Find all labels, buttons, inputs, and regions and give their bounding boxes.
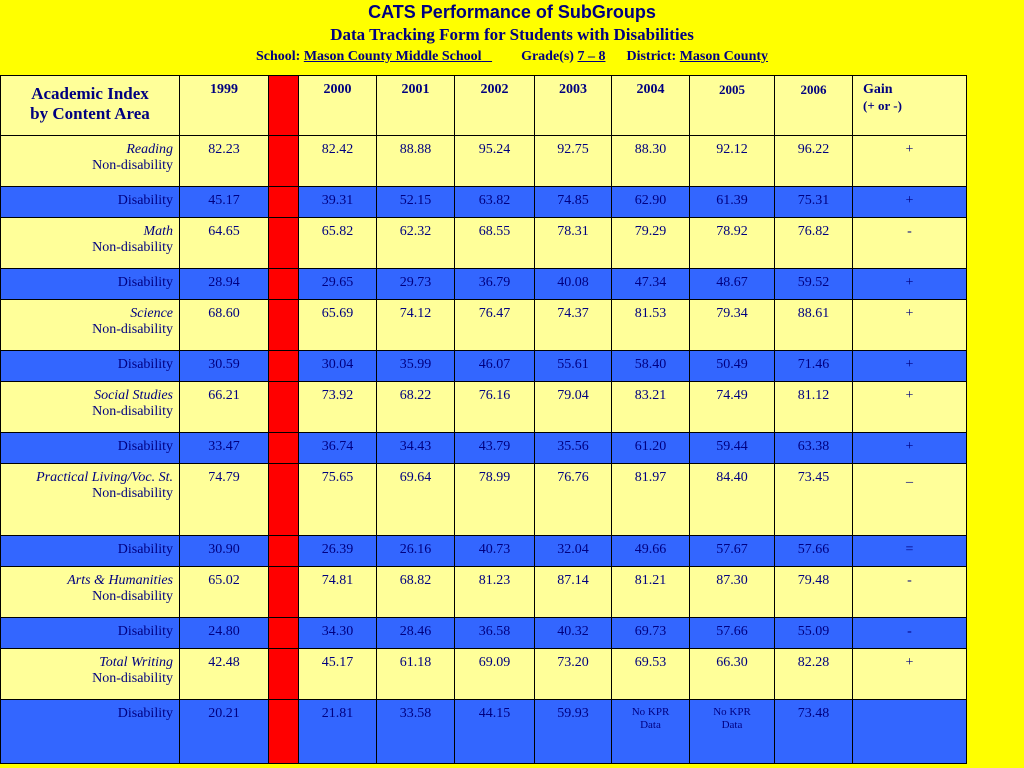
score-cell: 75.31 bbox=[775, 187, 853, 218]
score-cell: 34.43 bbox=[377, 433, 455, 464]
red-divider bbox=[269, 464, 299, 536]
score-cell: 35.56 bbox=[535, 433, 612, 464]
score-cell: 36.58 bbox=[455, 618, 535, 649]
score-cell: 65.82 bbox=[299, 218, 377, 269]
score-cell: 74.79 bbox=[180, 464, 269, 536]
score-cell: 65.69 bbox=[299, 300, 377, 351]
score-cell: 81.21 bbox=[612, 567, 690, 618]
row-label bbox=[1, 382, 180, 433]
score-cell: 32.04 bbox=[535, 536, 612, 567]
score-cell: 61.20 bbox=[612, 433, 690, 464]
score-cell: 95.24 bbox=[455, 136, 535, 187]
score-cell: 78.92 bbox=[690, 218, 775, 269]
score-cell: 24.80 bbox=[180, 618, 269, 649]
subgroup-label: Non-disability bbox=[92, 671, 173, 686]
gain-cell: + bbox=[853, 433, 967, 464]
subgroup-label: Non-disability bbox=[92, 158, 173, 173]
score-cell: 87.30 bbox=[690, 567, 775, 618]
table-row-disability bbox=[1, 536, 967, 567]
note-cell: No KPR Data bbox=[690, 700, 775, 764]
score-cell: 43.79 bbox=[455, 433, 535, 464]
year-header-2005: 2005 bbox=[690, 76, 775, 136]
table-row-disability bbox=[1, 618, 967, 649]
red-divider bbox=[269, 76, 299, 136]
score-cell: 62.90 bbox=[612, 187, 690, 218]
table-row-nondisability bbox=[1, 300, 967, 351]
score-cell: 52.15 bbox=[377, 187, 455, 218]
red-divider bbox=[269, 300, 299, 351]
subgroup-label: Non-disability bbox=[92, 240, 173, 255]
table-row-nondisability bbox=[1, 464, 967, 536]
score-cell: 65.02 bbox=[180, 567, 269, 618]
score-cell: 45.17 bbox=[180, 187, 269, 218]
score-cell: 33.47 bbox=[180, 433, 269, 464]
year-header-2004: 2004 bbox=[612, 76, 690, 136]
score-cell: 87.14 bbox=[535, 567, 612, 618]
school-info-line bbox=[0, 49, 1024, 65]
row-label: Disability bbox=[1, 351, 180, 382]
score-cell: 63.82 bbox=[455, 187, 535, 218]
score-cell: 28.94 bbox=[180, 269, 269, 300]
score-cell: 96.22 bbox=[775, 136, 853, 187]
score-cell: 44.15 bbox=[455, 700, 535, 764]
score-cell: 62.32 bbox=[377, 218, 455, 269]
gain-cell: - bbox=[853, 567, 967, 618]
note-cell: No KPR Data bbox=[612, 700, 690, 764]
score-cell: 88.88 bbox=[377, 136, 455, 187]
score-cell: 74.85 bbox=[535, 187, 612, 218]
score-cell: 88.61 bbox=[775, 300, 853, 351]
score-cell: 36.74 bbox=[299, 433, 377, 464]
score-cell: 74.49 bbox=[690, 382, 775, 433]
score-cell: 28.46 bbox=[377, 618, 455, 649]
header-row bbox=[1, 76, 967, 136]
row-label bbox=[1, 218, 180, 269]
red-divider bbox=[269, 567, 299, 618]
school-label: School: bbox=[255, 49, 301, 64]
score-cell: 61.18 bbox=[377, 649, 455, 700]
year-header-2000: 2000 bbox=[299, 76, 377, 136]
gain-header: Gain (+ or -) bbox=[853, 76, 967, 136]
score-cell: 34.30 bbox=[299, 618, 377, 649]
table-row-disability bbox=[1, 269, 967, 300]
red-divider bbox=[269, 136, 299, 187]
gain-cell: - bbox=[853, 618, 967, 649]
score-cell: 74.12 bbox=[377, 300, 455, 351]
score-cell: 57.66 bbox=[775, 536, 853, 567]
score-cell: 29.65 bbox=[299, 269, 377, 300]
score-cell: 45.17 bbox=[299, 649, 377, 700]
red-divider bbox=[269, 269, 299, 300]
content-area-name: Science bbox=[130, 306, 173, 321]
score-cell: 59.44 bbox=[690, 433, 775, 464]
subgroup-label: Non-disability bbox=[92, 486, 173, 501]
score-cell: 82.42 bbox=[299, 136, 377, 187]
score-cell: 46.07 bbox=[455, 351, 535, 382]
score-cell: 82.23 bbox=[180, 136, 269, 187]
content-area-name: Arts & Humanities bbox=[67, 573, 173, 588]
score-cell: 84.40 bbox=[690, 464, 775, 536]
content-area-name: Reading bbox=[126, 142, 173, 157]
score-cell: 26.39 bbox=[299, 536, 377, 567]
year-header-2006: 2006 bbox=[775, 76, 853, 136]
score-cell: 92.75 bbox=[535, 136, 612, 187]
score-cell: 71.46 bbox=[775, 351, 853, 382]
score-cell: 33.58 bbox=[377, 700, 455, 764]
row-label bbox=[1, 464, 180, 536]
score-cell: 66.21 bbox=[180, 382, 269, 433]
row-label: Disability bbox=[1, 700, 180, 764]
table-row-disability bbox=[1, 187, 967, 218]
gain-cell: + bbox=[853, 300, 967, 351]
score-cell: 30.90 bbox=[180, 536, 269, 567]
score-cell: 30.04 bbox=[299, 351, 377, 382]
score-cell: 79.04 bbox=[535, 382, 612, 433]
score-cell: 61.39 bbox=[690, 187, 775, 218]
table-row-nondisability bbox=[1, 136, 967, 187]
score-cell: 79.48 bbox=[775, 567, 853, 618]
subgroup-label: Non-disability bbox=[92, 404, 173, 419]
red-divider bbox=[269, 433, 299, 464]
content-area-name: Total Writing bbox=[99, 655, 173, 670]
score-cell: 76.16 bbox=[455, 382, 535, 433]
score-cell: 55.09 bbox=[775, 618, 853, 649]
district-value: Mason County bbox=[679, 49, 769, 64]
score-cell: 69.73 bbox=[612, 618, 690, 649]
score-cell: 40.08 bbox=[535, 269, 612, 300]
score-cell: 57.67 bbox=[690, 536, 775, 567]
subgroup-label: Non-disability bbox=[92, 322, 173, 337]
table-row-nondisability bbox=[1, 649, 967, 700]
school-value: Mason County Middle School bbox=[303, 49, 482, 64]
score-cell: 42.48 bbox=[180, 649, 269, 700]
gain-cell: - bbox=[853, 218, 967, 269]
score-cell: 68.55 bbox=[455, 218, 535, 269]
row-label bbox=[1, 567, 180, 618]
score-cell: 92.12 bbox=[690, 136, 775, 187]
score-cell: 40.73 bbox=[455, 536, 535, 567]
gain-cell: + bbox=[853, 136, 967, 187]
gain-cell: _ bbox=[853, 464, 967, 536]
year-header-2003: 2003 bbox=[535, 76, 612, 136]
score-cell: 69.53 bbox=[612, 649, 690, 700]
row-label: Disability bbox=[1, 269, 180, 300]
score-cell: 83.21 bbox=[612, 382, 690, 433]
row-label bbox=[1, 136, 180, 187]
year-header-2002: 2002 bbox=[455, 76, 535, 136]
row-label: Disability bbox=[1, 618, 180, 649]
score-cell: 76.47 bbox=[455, 300, 535, 351]
score-cell: 73.92 bbox=[299, 382, 377, 433]
grades-value: 7 – 8 bbox=[577, 49, 606, 64]
red-divider bbox=[269, 618, 299, 649]
gain-cell bbox=[853, 700, 967, 764]
score-cell: 26.16 bbox=[377, 536, 455, 567]
score-cell: 57.66 bbox=[690, 618, 775, 649]
score-cell: 76.82 bbox=[775, 218, 853, 269]
score-cell: 75.65 bbox=[299, 464, 377, 536]
score-cell: 73.20 bbox=[535, 649, 612, 700]
row-label: Disability bbox=[1, 187, 180, 218]
red-divider bbox=[269, 218, 299, 269]
score-cell: 78.99 bbox=[455, 464, 535, 536]
district-label: District: bbox=[626, 49, 677, 64]
gain-cell: + bbox=[853, 351, 967, 382]
score-cell: 59.93 bbox=[535, 700, 612, 764]
red-divider bbox=[269, 351, 299, 382]
score-cell: 81.53 bbox=[612, 300, 690, 351]
content-area-name: Math bbox=[143, 224, 173, 239]
table-row-nondisability bbox=[1, 382, 967, 433]
score-cell: 64.65 bbox=[180, 218, 269, 269]
score-cell: 68.22 bbox=[377, 382, 455, 433]
gain-cell: + bbox=[853, 187, 967, 218]
score-cell: 79.34 bbox=[690, 300, 775, 351]
score-cell: 81.23 bbox=[455, 567, 535, 618]
performance-table bbox=[0, 75, 967, 764]
red-divider bbox=[269, 649, 299, 700]
score-cell: 66.30 bbox=[690, 649, 775, 700]
score-cell: 74.37 bbox=[535, 300, 612, 351]
score-cell: 20.21 bbox=[180, 700, 269, 764]
score-cell: 69.09 bbox=[455, 649, 535, 700]
score-cell: 29.73 bbox=[377, 269, 455, 300]
table-row-disability bbox=[1, 433, 967, 464]
score-cell: 69.64 bbox=[377, 464, 455, 536]
score-cell: 63.38 bbox=[775, 433, 853, 464]
score-cell: 78.31 bbox=[535, 218, 612, 269]
score-cell: 40.32 bbox=[535, 618, 612, 649]
table-row-disability bbox=[1, 700, 967, 764]
gain-cell: + bbox=[853, 382, 967, 433]
corner-header: Academic Index by Content Area bbox=[1, 76, 180, 136]
score-cell: 21.81 bbox=[299, 700, 377, 764]
score-cell: 47.34 bbox=[612, 269, 690, 300]
score-cell: 68.60 bbox=[180, 300, 269, 351]
score-cell: 76.76 bbox=[535, 464, 612, 536]
gain-cell: + bbox=[853, 649, 967, 700]
row-label bbox=[1, 300, 180, 351]
score-cell: 48.67 bbox=[690, 269, 775, 300]
row-label: Disability bbox=[1, 433, 180, 464]
row-label: Disability bbox=[1, 536, 180, 567]
score-cell: 58.40 bbox=[612, 351, 690, 382]
score-cell: 68.82 bbox=[377, 567, 455, 618]
score-cell: 88.30 bbox=[612, 136, 690, 187]
subgroup-label: Non-disability bbox=[92, 589, 173, 604]
table-row-nondisability bbox=[1, 567, 967, 618]
red-divider bbox=[269, 187, 299, 218]
score-cell: 39.31 bbox=[299, 187, 377, 218]
page-subtitle: Data Tracking Form for Students with Disabilities bbox=[330, 25, 694, 44]
score-cell: 74.81 bbox=[299, 567, 377, 618]
red-divider bbox=[269, 700, 299, 764]
gain-cell: = bbox=[853, 536, 967, 567]
score-cell: 73.45 bbox=[775, 464, 853, 536]
score-cell: 81.97 bbox=[612, 464, 690, 536]
score-cell: 30.59 bbox=[180, 351, 269, 382]
row-label bbox=[1, 649, 180, 700]
year-header-1999: 1999 bbox=[180, 76, 269, 136]
red-divider bbox=[269, 382, 299, 433]
red-divider bbox=[269, 536, 299, 567]
score-cell: 49.66 bbox=[612, 536, 690, 567]
table-row-nondisability bbox=[1, 218, 967, 269]
score-cell: 73.48 bbox=[775, 700, 853, 764]
score-cell: 59.52 bbox=[775, 269, 853, 300]
table-row-disability bbox=[1, 351, 967, 382]
score-cell: 82.28 bbox=[775, 649, 853, 700]
page-title: CATS Performance of SubGroups bbox=[368, 2, 656, 22]
grades-label: Grade(s) bbox=[521, 49, 574, 64]
score-cell: 50.49 bbox=[690, 351, 775, 382]
score-cell: 55.61 bbox=[535, 351, 612, 382]
year-header-2001: 2001 bbox=[377, 76, 455, 136]
score-cell: 36.79 bbox=[455, 269, 535, 300]
content-area-name: Social Studies bbox=[94, 388, 173, 403]
score-cell: 81.12 bbox=[775, 382, 853, 433]
score-cell: 79.29 bbox=[612, 218, 690, 269]
content-area-name: Practical Living/Voc. St. bbox=[36, 470, 173, 485]
gain-cell: + bbox=[853, 269, 967, 300]
score-cell: 35.99 bbox=[377, 351, 455, 382]
